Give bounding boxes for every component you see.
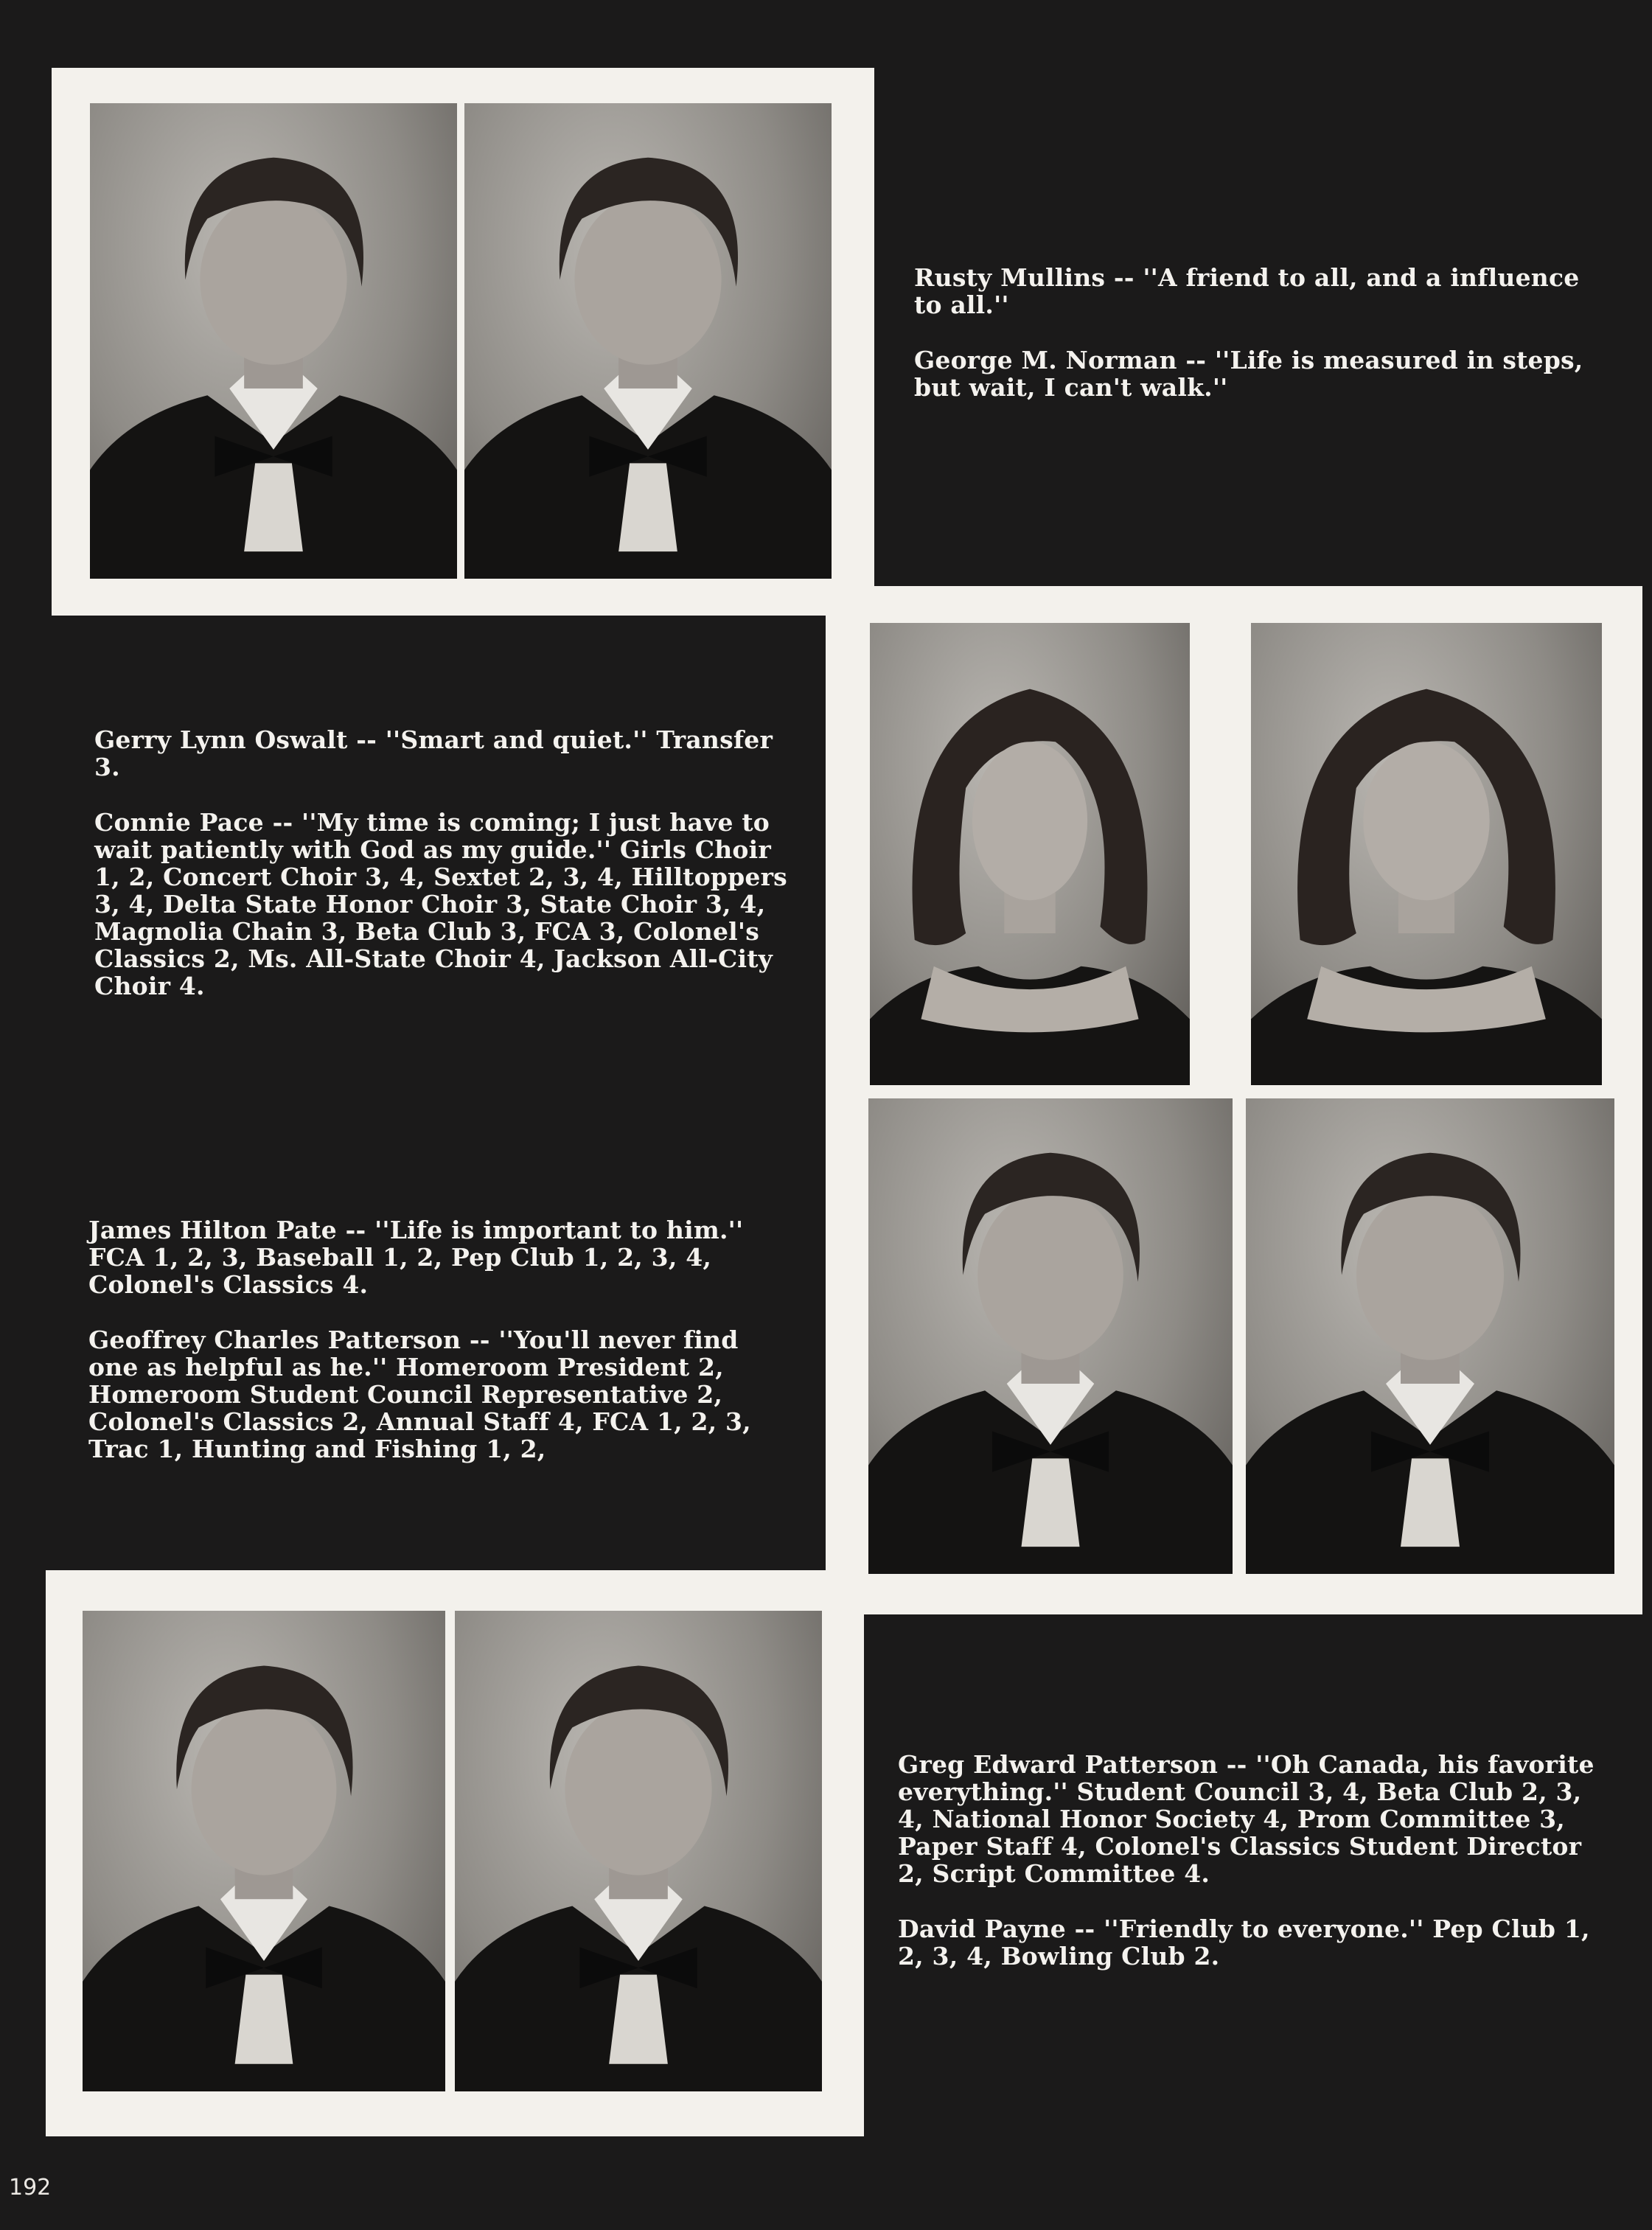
portrait-image — [870, 623, 1190, 1085]
portrait-geoffrey-patterson — [1246, 1098, 1614, 1574]
portrait-image — [868, 1098, 1233, 1574]
portrait-connie-pace — [1251, 623, 1602, 1085]
bio-geoffrey-patterson: Geoffrey Charles Patterson -- ''You'll never find one as helpful as he.'' Homeroom President 2, Homeroom Student Council Representative 2, Colonel's Classics 2, Annual Staff 4, FCA 1, 2, 3, Trac 1, Hunting and Fishing 1, 2, — [88, 1325, 751, 1463]
bio-greg-patterson: Greg Edward Patterson -- ''Oh Canada, his favorite everything.'' Student Council 3, 4, Beta Club 2, 3, 4, National Honor Society 4, Prom Committee 3, Paper Staff 4, Colonel's Classics Student Director 2, Script Committee 4. — [898, 1750, 1595, 1888]
bio-block-3 — [88, 1216, 789, 1491]
portrait-image — [90, 103, 457, 579]
portrait-james-pate — [868, 1098, 1233, 1574]
bio-block-1 — [914, 264, 1611, 429]
portrait-rusty-mullins — [90, 103, 457, 579]
portrait-image — [1251, 623, 1602, 1085]
bio-connie-pace: Connie Pace -- ''My time is coming; I just have to wait patiently with God as my guide.'' Girls Choir 1, 2, Concert Choir 3, 4, Sextet 2, 3, 4, Hilltoppers 3, 4, Delta State Honor Choir 3, State Choir 3, 4, Magnolia Chain 3, Beta Club 3, FCA 3, Colonel's Classics 2, Ms. All-State Choir 4, Jackson All-City Choir 4. — [94, 808, 787, 1000]
portrait-image — [83, 1611, 445, 2091]
bio-george-norman: George M. Norman -- ''Life is measured in steps, but wait, I can't walk.'' — [914, 346, 1583, 402]
bio-block-4 — [898, 1751, 1595, 1998]
bio-rusty-mullins: Rusty Mullins -- ''A friend to all, and a influence to all.'' — [914, 263, 1580, 319]
portrait-image — [464, 103, 832, 579]
portrait-david-payne — [455, 1611, 822, 2091]
bio-james-pate: James Hilton Pate -- ''Life is important to him.'' FCA 1, 2, 3, Baseball 1, 2, Pep Club 1, 2, 3, 4, Colonel's Classics 4. — [88, 1216, 744, 1299]
portrait-george-norman — [464, 103, 832, 579]
bio-david-payne: David Payne -- ''Friendly to everyone.'' Pep Club 1, 2, 3, 4, Bowling Club 2. — [898, 1914, 1590, 1971]
bio-block-2 — [94, 726, 791, 1028]
portrait-image — [455, 1611, 822, 2091]
portrait-image — [1246, 1098, 1614, 1574]
page-number: 192 — [9, 2175, 52, 2201]
portrait-greg-patterson — [83, 1611, 445, 2091]
portrait-gerry-oswalt — [870, 623, 1190, 1085]
bio-gerry-oswalt: Gerry Lynn Oswalt -- ''Smart and quiet.'' Transfer 3. — [94, 725, 773, 781]
